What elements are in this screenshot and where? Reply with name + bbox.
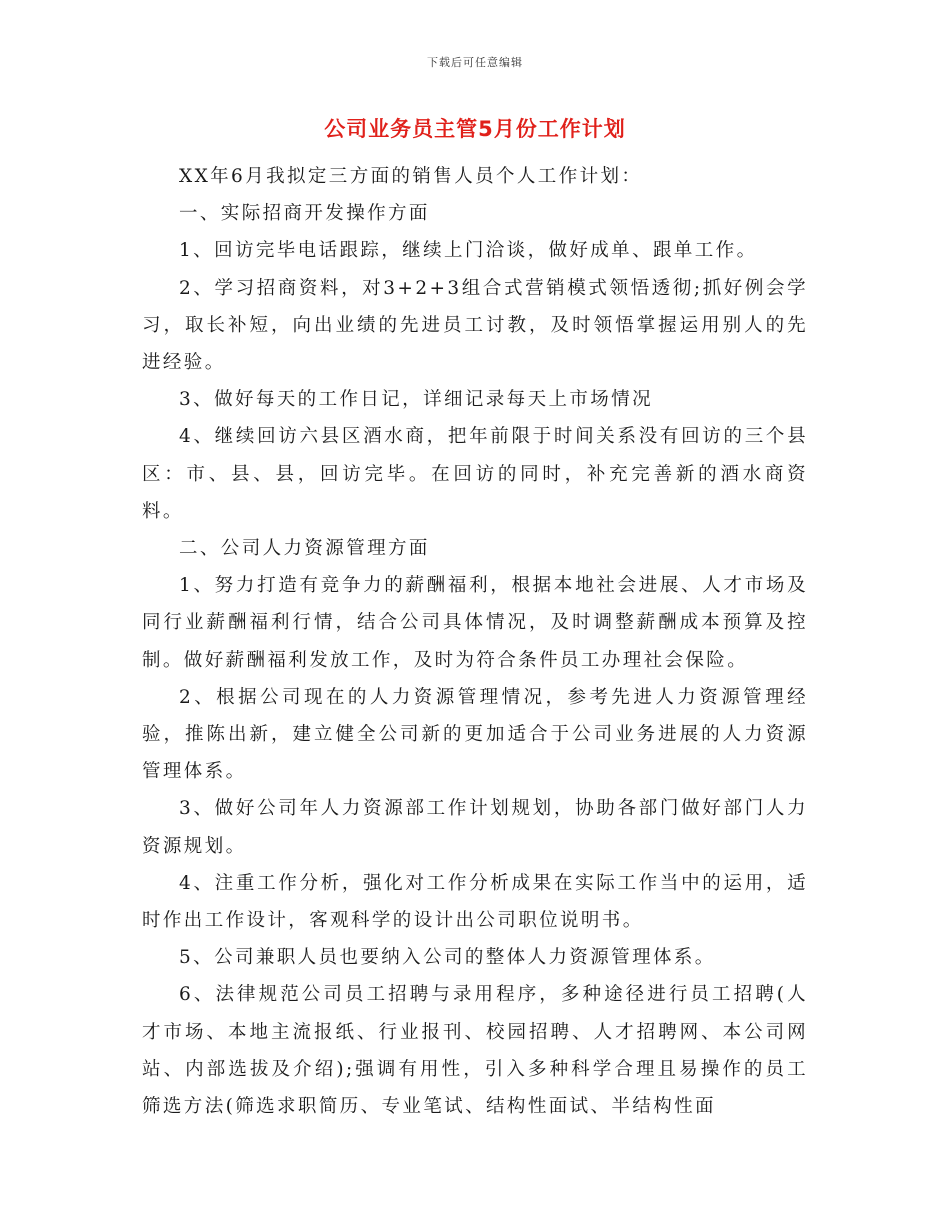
header-note: 下载后可任意编辑 — [427, 56, 523, 69]
paragraph: 2、学习招商资料，对3+2+3组合式营销模式领悟透彻;抓好例会学习，取长补短，向出业绩的先进员工讨教，及时领悟掌握运用别人的先进经验。 — [142, 277, 808, 374]
paragraph: 4、注重工作分析，强化对工作分析成果在实际工作当中的运用，适时作出工作设计，客观科学的设计出公司职位说明书。 — [142, 872, 808, 932]
document-body — [142, 158, 808, 1125]
paragraph-intro: XX年6月我拟定三方面的销售人员个人工作计划： — [179, 166, 643, 187]
paragraph: 6、法律规范公司员工招聘与录用程序，多种途径进行员工招聘(人才市场、本地主流报纸、行业报刊、校园招聘、人才招聘网、本公司网站、内部选拔及介绍);强调有用性，引入多种科学合理且易操作的员工筛选方法(筛选求职简历、专业笔试、结构性面试、半结构性面 — [142, 984, 808, 1118]
section-heading-1: 一、实际招商开发操作方面 — [179, 203, 430, 225]
paragraph: 3、做好公司年人力资源部工作计划规划，协助各部门做好部门人力资源规划。 — [142, 798, 808, 857]
paragraph: 2、根据公司现在的人力资源管理情况，参考先进人力资源管理经验，推陈出新，建立健全公司新的更加适合于公司业务进展的人力资源管理体系。 — [142, 686, 808, 783]
paragraph: 1、努力打造有竞争力的薪酬福利，根据本地社会进展、人才市场及同行业薪酬福利行情，结合公司具体情况，及时调整薪酬成本预算及控制。做好薪酬福利发放工作，及时为符合条件员工办理社会保险。 — [142, 575, 808, 671]
section-heading-2: 二、公司人力资源管理方面 — [179, 538, 430, 560]
paragraph: 1、回访完毕电话跟踪，继续上门洽谈，做好成单、跟单工作。 — [179, 240, 758, 262]
paragraph: 5、公司兼职人员也要纳入公司的整体人力资源管理体系。 — [179, 947, 716, 969]
document-title: 公司业务员主管5月份工作计划 — [324, 117, 626, 141]
paragraph: 4、继续回访六县区酒水商，把年前限于时间关系没有回访的三个县区：市、县、县，回访完毕。在回访的同时，补充完善新的酒水商资料。 — [142, 426, 808, 522]
paragraph: 3、做好每天的工作日记，详细记录每天上市场情况 — [179, 389, 653, 411]
